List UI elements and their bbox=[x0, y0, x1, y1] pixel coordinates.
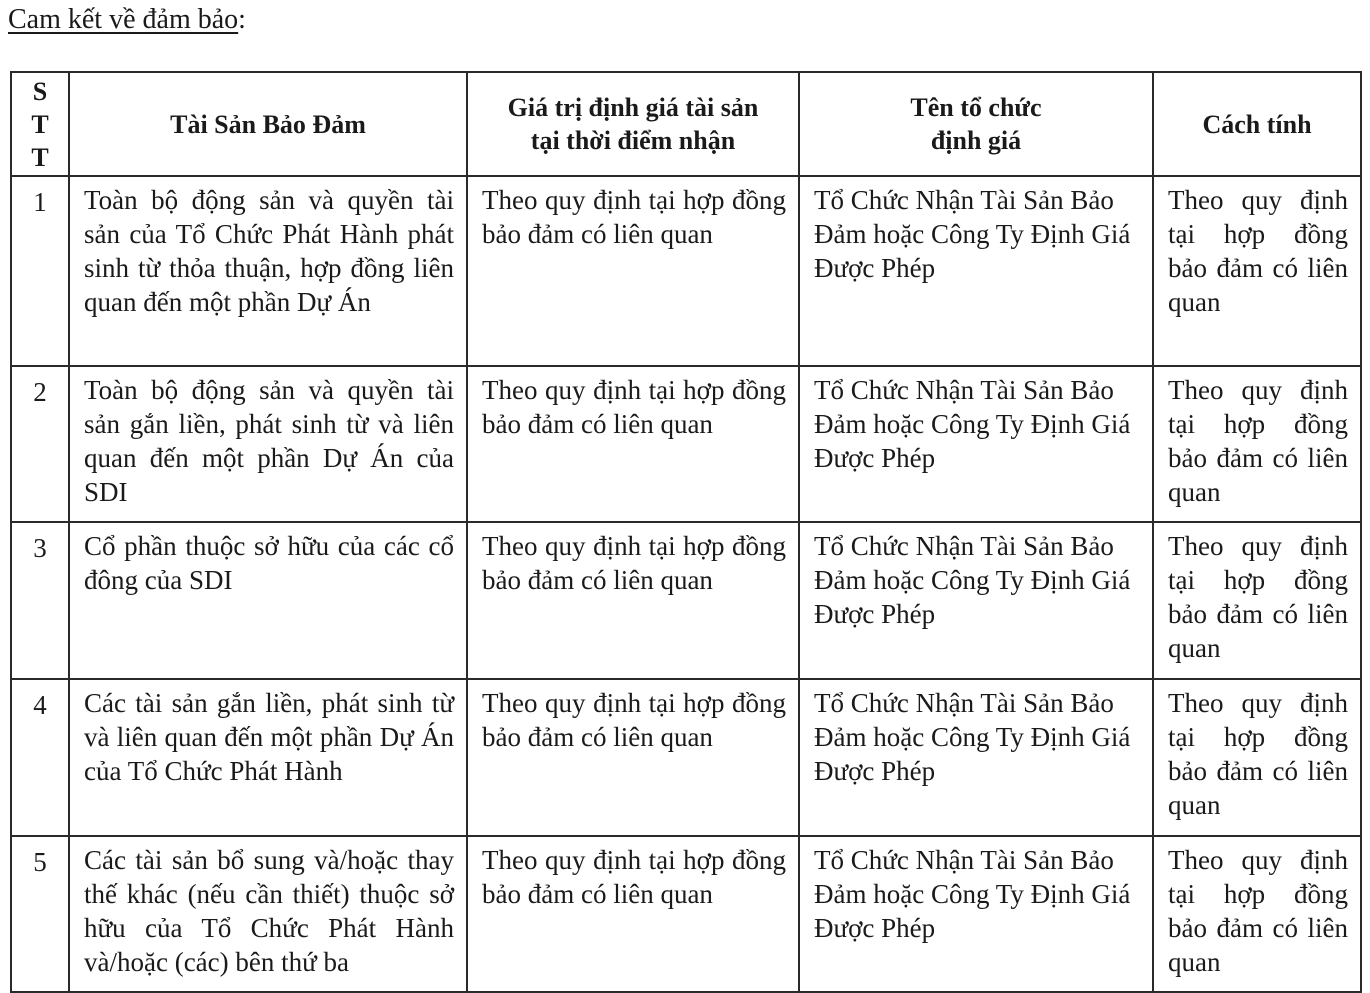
row-org: Tổ Chức Nhận Tài Sản Bảo Đảm hoặc Công Ty Định Giá Được Phép bbox=[799, 679, 1153, 836]
header-org bbox=[799, 72, 1153, 176]
table-row bbox=[11, 522, 1361, 679]
header-value-line1: Giá trị định giá tài sản bbox=[507, 93, 759, 122]
table-row bbox=[11, 679, 1361, 836]
header-stt-letter: T bbox=[31, 142, 49, 172]
header-value bbox=[467, 72, 799, 176]
row-asset: Các tài sản bổ sung và/hoặc thay thế khác (nếu cần thiết) thuộc sở hữu của Tổ Chức Phát Hành và/hoặc (các) bên thứ ba bbox=[69, 836, 467, 992]
row-value: Theo quy định tại hợp đồng bảo đảm có liên quan bbox=[467, 176, 799, 366]
table-row bbox=[11, 836, 1361, 992]
header-stt-letter: S bbox=[32, 76, 48, 106]
header-stt bbox=[11, 72, 69, 176]
row-method: Theo quy định tại hợp đồng bảo đảm có liên quan bbox=[1153, 679, 1361, 836]
table-row bbox=[11, 366, 1361, 522]
row-method: Theo quy định tại hợp đồng bảo đảm có liên quan bbox=[1153, 522, 1361, 679]
header-org-line2: định giá bbox=[930, 126, 1022, 155]
header-asset-label: Tài Sản Bảo Đảm bbox=[170, 109, 366, 139]
section-heading-text: Cam kết về đảm bảo bbox=[8, 4, 239, 35]
collateral-table bbox=[10, 71, 1362, 993]
row-value: Theo quy định tại hợp đồng bảo đảm có liên quan bbox=[467, 522, 799, 679]
header-org-line1: Tên tổ chức bbox=[910, 93, 1042, 122]
row-method: Theo quy định tại hợp đồng bảo đảm có liên quan bbox=[1153, 366, 1361, 522]
row-method: Theo quy định tại hợp đồng bảo đảm có liên quan bbox=[1153, 836, 1361, 992]
table-row bbox=[11, 176, 1361, 366]
section-heading bbox=[8, 2, 246, 38]
row-stt: 5 bbox=[11, 836, 69, 992]
row-org: Tổ Chức Nhận Tài Sản Bảo Đảm hoặc Công Ty Định Giá Được Phép bbox=[799, 522, 1153, 679]
row-stt: 2 bbox=[11, 366, 69, 522]
row-asset: Cổ phần thuộc sở hữu của các cổ đông của SDI bbox=[69, 522, 467, 679]
row-method: Theo quy định tại hợp đồng bảo đảm có liên quan bbox=[1153, 176, 1361, 366]
row-org: Tổ Chức Nhận Tài Sản Bảo Đảm hoặc Công Ty Định Giá Được Phép bbox=[799, 366, 1153, 522]
row-org: Tổ Chức Nhận Tài Sản Bảo Đảm hoặc Công Ty Định Giá Được Phép bbox=[799, 176, 1153, 366]
header-asset bbox=[69, 72, 467, 176]
row-org: Tổ Chức Nhận Tài Sản Bảo Đảm hoặc Công Ty Định Giá Được Phép bbox=[799, 836, 1153, 992]
header-stt-letter: T bbox=[31, 109, 49, 139]
row-stt: 1 bbox=[11, 176, 69, 366]
header-method-label: Cách tính bbox=[1202, 109, 1312, 139]
row-stt: 4 bbox=[11, 679, 69, 836]
row-stt: 3 bbox=[11, 522, 69, 679]
row-value: Theo quy định tại hợp đồng bảo đảm có liên quan bbox=[467, 679, 799, 836]
header-value-line2: tại thời điểm nhận bbox=[530, 126, 736, 155]
row-asset: Toàn bộ động sản và quyền tài sản của Tổ Chức Phát Hành phát sinh từ thỏa thuận, hợp đồng liên quan đến một phần Dự Án bbox=[69, 176, 467, 366]
row-value: Theo quy định tại hợp đồng bảo đảm có liên quan bbox=[467, 366, 799, 522]
row-asset: Toàn bộ động sản và quyền tài sản gắn liền, phát sinh từ và liên quan đến một phần Dự Án của SDI bbox=[69, 366, 467, 522]
section-heading-colon: : bbox=[238, 4, 246, 35]
row-value: Theo quy định tại hợp đồng bảo đảm có liên quan bbox=[467, 836, 799, 992]
header-row bbox=[11, 72, 1361, 176]
header-method bbox=[1153, 72, 1361, 176]
row-asset: Các tài sản gắn liền, phát sinh từ và liên quan đến một phần Dự Án của Tổ Chức Phát Hành bbox=[69, 679, 467, 836]
